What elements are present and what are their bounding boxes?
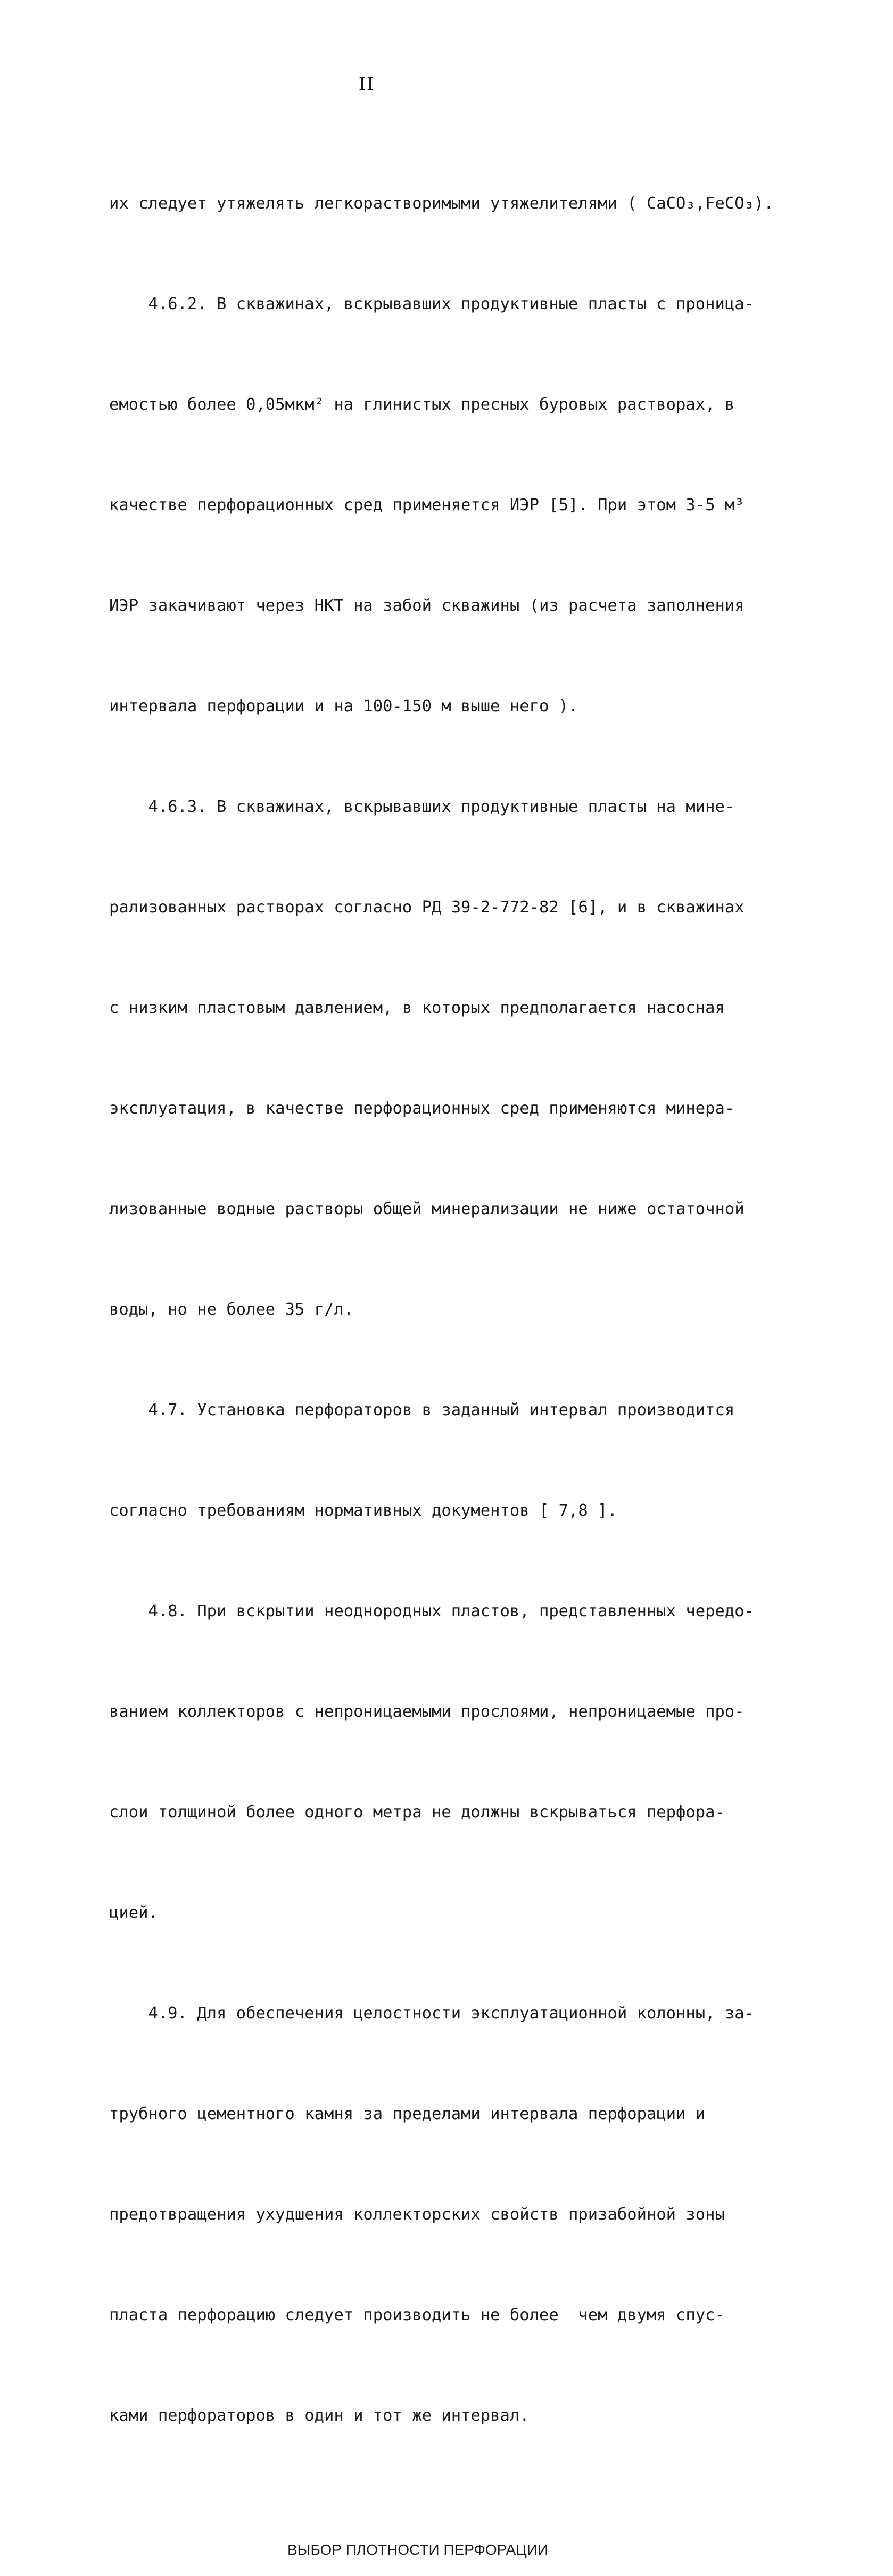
text-line: 4.7. Установка перфораторов в заданный интервал производится [109, 1401, 735, 1419]
text-line: с низким пластовым давлением, в которых предполагается насосная [109, 999, 725, 1017]
text-line: пласта перфорацию следует производить не более чем двумя спус- [109, 2306, 725, 2324]
text-line: ками перфораторов в один и тот же интервал. [109, 2406, 530, 2425]
body-text [109, 120, 812, 2576]
text-line: эксплуатация, в качестве перфорационных сред применяются минера- [109, 1099, 735, 1118]
text-line: емостью более 0,05мкм² на глинистых пресных буровых растворах, в [109, 395, 735, 414]
text-line: воды, но не более 35 г/л. [109, 1300, 354, 1319]
text-line: ИЭР закачивают через НКТ на забой скважины (из расчета заполнения [109, 596, 745, 615]
text-line: лизованные водные растворы общей минерализации не ниже остаточной [109, 1200, 745, 1218]
text-line: ванием коллекторов с непроницаемыми прослоями, непроницаемые про- [109, 1702, 745, 1721]
text-line: рализованных растворах согласно РД 39-2-772-82 [6], и в скважинах [109, 898, 745, 917]
text-line: их следует утяжелять легкорастворимыми утяжелителями ( CaCO₃,FeCO₃). [109, 194, 774, 213]
text-line: согласно требованиям нормативных документов [ 7,8 ]. [109, 1501, 617, 1520]
text-line: слои толщиной более одного метра не должны вскрываться перфора- [109, 1803, 725, 1822]
section-heading: ВЫБОР ПЛОТНОСТИ ПЕРФОРАЦИИ [287, 2541, 549, 2558]
text-line: трубного цементного камня за пределами интервала перфорации и [109, 2105, 706, 2123]
text-line: предотвращения ухудшения коллекторских свойств призабойной зоны [109, 2205, 725, 2224]
text-line: интервала перфорации и на 100-150 м выше него ). [109, 697, 578, 716]
text-line: 4.6.3. В скважинах, вскрывавших продуктивные пласты на мине- [109, 797, 735, 816]
text-line: 4.6.2. В скважинах, вскрывавших продуктивные пласты с проница- [109, 295, 754, 313]
text-line: 4.8. При вскрытии неоднородных пластов, представленных чередо- [109, 1602, 754, 1621]
text-line: 4.9. Для обеспечения целостности эксплуатационной колонны, за- [109, 2004, 754, 2023]
text-line: цией. [109, 1904, 158, 1922]
text-line: качестве перфорационных сред применяется ИЭР [5]. При этом 3-5 м³ [109, 496, 745, 514]
page-number: II [358, 73, 375, 95]
